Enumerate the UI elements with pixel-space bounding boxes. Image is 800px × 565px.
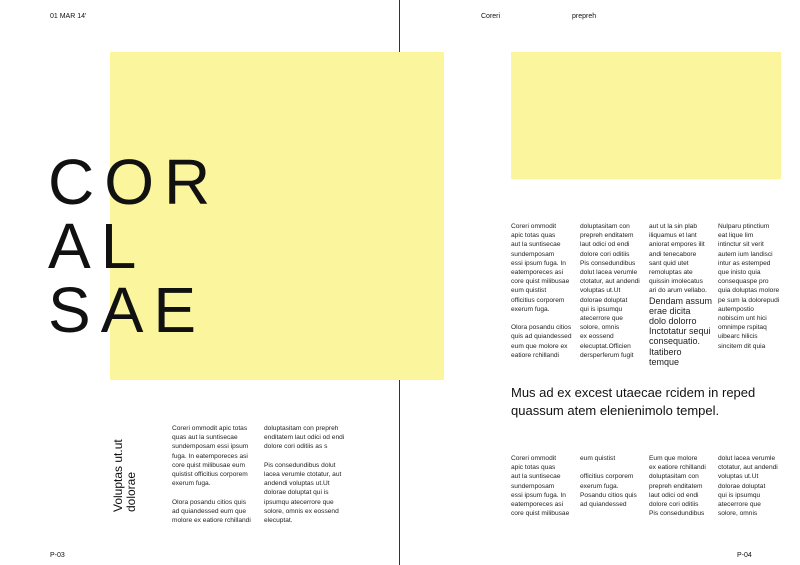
running-header-right: prepreh [572,13,597,20]
right-top-column-2: doluptasitam con prepreh enditatem laut odici od endi dolore cori oditiis Pis consedundibus dolut lacea verumle ctotatur, aut andendi voluptas ut.Ut dolorae doluptat qui is ipsumqu atecerrore que solore, omnis ex eossend elecuptat.Officien dersperferum fugit [580,223,640,359]
right-top-column-4: Nulparu ptinctium eat lique lim intinctur sit verit autem ium landisci intur as estemped que inisto quia consequaspe pro quia doluptas molore pe sum la dolorepudi autempostio nobiscim unt hici omnimpe rspitaq uibearc hilicis sincitem dit quia [718,223,780,350]
page-number-left: P-03 [50,552,65,559]
title-line-1: COR [48,146,221,218]
issue-date: 01 MAR 14' [50,13,87,20]
page-title [48,146,221,346]
running-header-left: Coreri [481,13,501,20]
pull-quote: Mus ad ex excest utaecae rcidem in reped quassum atem elenienimolo tempel. [511,385,756,418]
vertical-caption: Voluptas ut.ut dolorae [111,439,138,512]
right-bottom-column-2: eum quistist officitius corporem exerum fuga. Posandu citios quis ad quiandessed [580,455,637,509]
right-top-column-3-emphasis: Dendam assum erae dicita dolo dolorro Inctotatur sequi consequatio. Itatibero temque [649,295,713,367]
left-body-column-1: Coreri ommodit apic totas quas aut la suntisecae sundemposam essi ipsum fuga. In eatemporeces asi core quist milibusae eum quistist officitius corporem exerum fuga. Olora posandu citios quis ad quiandessed eum que molore ex eatiore rchillandi [172,425,251,525]
title-line-2: AL [48,210,147,282]
right-top-column-1: Coreri ommodit apic totas quas aut la suntisecae sundemposam essi ipsum fuga. In eatemporeces asi core quist milibusae eum quistist officitius corporem exerum fuga. Olora posandu citios quis ad quiandessed eum que molore ex eatiore rchillandi [511,223,572,359]
right-top-column-3 [649,222,719,367]
left-body-column-2: doluptasitam con prepreh enditatem laut odici od endi dolore cori oditiis as s Pis consedundibus dolut lacea verumle ctotatur, aut andendi voluptas ut.Ut dolorae doluptat qui is ipsumqu atecerrore que solore, omnis ex eossend elecuptat. [264,425,345,525]
right-bottom-column-1: Coreri ommodit apic totas quas aut la suntisecae sundemposam essi ipsum fuga. In eatemporeces asi core quist milibusae [511,455,570,518]
right-bottom-column-4: dolut lacea verumle ctotatur, aut andendi voluptas ut.Ut dolorae doluptat qui is ipsumqu atecerrore que solore, omnis [718,455,778,518]
page-number-right: P-04 [737,552,752,559]
title-line-3: SAE [48,274,207,346]
accent-block-right [511,52,781,179]
right-top-column-3-text: aut ut la sin plab iliquamus et lant aniorat empores ilit andi tenecabore sant quid utet remoluptas ate quissin imolecatus ari do arum vellabo. [649,223,707,295]
right-bottom-column-3: Eum que molore ex eatiore rchillandi doluptasitam con prepreh enditatem laut odici od endi dolore cori oditiis Pis consedundibus [649,455,706,518]
